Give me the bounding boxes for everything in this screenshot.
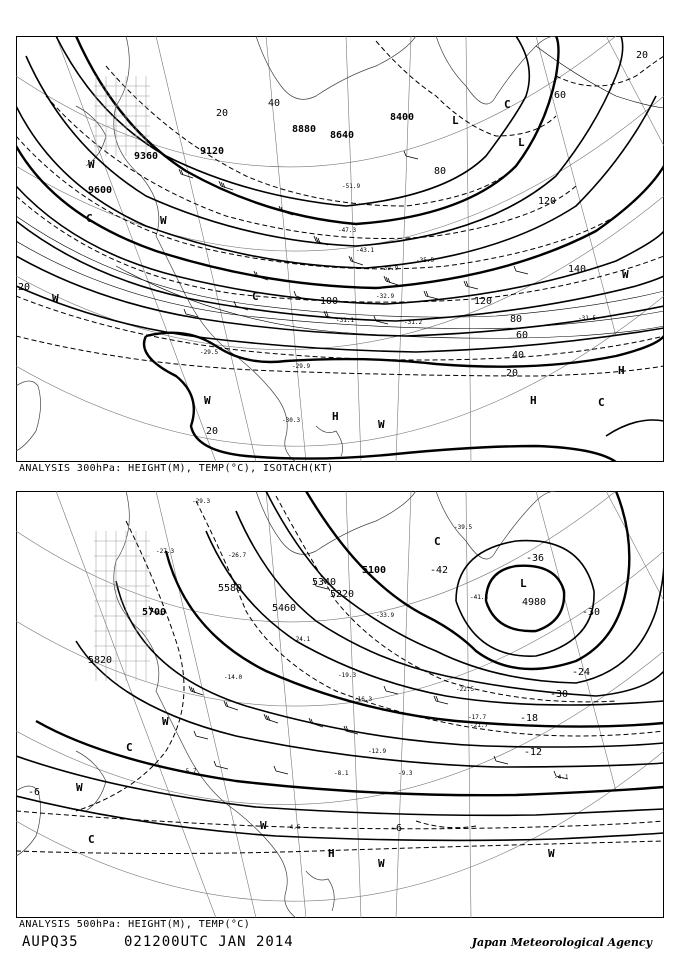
- temp-label: -6: [28, 787, 41, 798]
- center-marker: W: [260, 819, 267, 832]
- obs-label: -16.3: [354, 696, 373, 703]
- chart-500hpa: [16, 491, 664, 918]
- height-label: 5460: [272, 603, 297, 614]
- temp-label: -12: [524, 747, 543, 758]
- temp-label: -29.5: [200, 349, 219, 356]
- center-marker: C: [88, 833, 95, 846]
- height-label: 4980: [522, 597, 547, 608]
- temp-label: -36: [526, 553, 545, 564]
- height-label: 8640: [330, 130, 355, 141]
- height-label: 5700: [142, 607, 167, 618]
- obs-label: -27.3: [156, 548, 175, 555]
- temp-label: -32.9: [376, 293, 395, 300]
- obs-label: -8.1: [334, 770, 349, 777]
- temp-label: -30: [582, 607, 601, 618]
- isotach-label: 20: [636, 50, 649, 61]
- center-marker: H: [328, 847, 335, 860]
- height-labels: [88, 112, 414, 196]
- center-marker: W: [76, 781, 83, 794]
- isotach-label: 20: [18, 282, 31, 293]
- isotach-label: 60: [516, 330, 529, 341]
- isotachs: [16, 46, 664, 338]
- center-marker: W: [52, 292, 59, 305]
- height-label: 5340: [312, 577, 337, 588]
- obs-label: -22.5: [456, 686, 475, 693]
- obs-label: -12.9: [368, 748, 387, 755]
- obs-label: -39.5: [454, 524, 473, 531]
- center-marker: L: [452, 114, 459, 127]
- obs-label: -19.3: [338, 672, 357, 679]
- isotach-label: 80: [434, 166, 447, 177]
- center-marker: C: [86, 212, 93, 225]
- temp-label: -39.9: [380, 265, 399, 272]
- temp-label: -47.3: [338, 227, 357, 234]
- isotach-label: 60: [554, 90, 567, 101]
- height-label: 5580: [218, 583, 243, 594]
- center-marker: C: [598, 396, 605, 409]
- obs-label: -4.5: [286, 824, 301, 831]
- height-label: 5820: [88, 655, 113, 666]
- isotach-label: 40: [512, 350, 525, 361]
- isotach-label: 20: [206, 426, 219, 437]
- chart-footer: [22, 934, 652, 956]
- center-marker: W: [622, 268, 629, 281]
- temp-label: -31.1: [336, 317, 355, 324]
- obs-label: -26.7: [228, 552, 247, 559]
- center-marker: C: [434, 535, 441, 548]
- obs-label: -14.0: [224, 674, 243, 681]
- obs-label: -24.1: [292, 636, 311, 643]
- obs-label: -9.3: [398, 770, 413, 777]
- isotach-label: 100: [320, 296, 339, 307]
- isotach-label: 20: [506, 368, 519, 379]
- temp-label: -42: [430, 565, 449, 576]
- center-marker: W: [162, 715, 169, 728]
- obs-label: -17.7: [468, 714, 487, 721]
- temp-label: -31.5: [578, 315, 597, 322]
- obs-label: -41.5: [470, 594, 489, 601]
- height-contours: [16, 491, 664, 840]
- obs-label: -4.1: [554, 774, 569, 781]
- map-300hpa: [16, 36, 664, 462]
- isotach-label: 140: [568, 264, 587, 275]
- isotach-label: 80: [510, 314, 523, 325]
- temp-label: -18: [520, 713, 539, 724]
- center-marker: C: [252, 290, 259, 303]
- isotach-label: 120: [538, 196, 557, 207]
- center-marker: W: [160, 214, 167, 227]
- center-marker: H: [332, 410, 339, 423]
- center-marker: W: [548, 847, 555, 860]
- isotach-label: 20: [216, 108, 229, 119]
- product-code: AUPQ35: [22, 934, 79, 950]
- caption-300hpa: ANALYSIS 300hPa: HEIGHT(M), TEMP(°C), ISOTACH(KT): [19, 463, 334, 474]
- temp-label: -30.3: [282, 417, 301, 424]
- center-marker: W: [204, 394, 211, 407]
- obs-label: -29.3: [192, 498, 211, 505]
- isotach-label: 40: [268, 98, 281, 109]
- center-marker: W: [378, 857, 385, 870]
- temp-label: -51.9: [342, 183, 361, 190]
- height-label: 5220: [330, 589, 355, 600]
- valid-time: 021200UTC JAN 2014: [124, 934, 294, 950]
- obs-label: -21.7: [470, 722, 489, 729]
- center-marker: W: [88, 158, 95, 171]
- temp-label: -29.9: [292, 363, 311, 370]
- isotach-labels: [18, 50, 648, 437]
- map-500hpa: [16, 491, 664, 918]
- height-label: 9120: [200, 146, 225, 157]
- temp-label: -31.2: [404, 319, 423, 326]
- center-marker: C: [504, 98, 511, 111]
- center-marker: L: [518, 136, 525, 149]
- obs-label: -5.7: [182, 768, 197, 775]
- center-marker: C: [126, 741, 133, 754]
- center-marker: W: [378, 418, 385, 431]
- temp-label: -43.1: [356, 247, 375, 254]
- temp-label: -24: [572, 667, 591, 678]
- temperature-labels: [28, 553, 600, 834]
- caption-500hpa: ANALYSIS 500hPa: HEIGHT(M), TEMP(°C): [19, 919, 251, 930]
- height-label: 8400: [390, 112, 415, 123]
- temp-label: -6: [390, 823, 403, 834]
- isotach-label: 120: [474, 296, 493, 307]
- height-label: 5100: [362, 565, 387, 576]
- hatched-region: [94, 76, 150, 156]
- observation-labels: [156, 498, 569, 831]
- height-label: 8880: [292, 124, 317, 135]
- center-marker: H: [530, 394, 537, 407]
- obs-label: -33.9: [376, 612, 395, 619]
- center-marker: H: [618, 364, 625, 377]
- temp-label: -30: [550, 689, 569, 700]
- height-label: 9360: [134, 151, 159, 162]
- temp-label: -35.5: [416, 257, 435, 264]
- center-marker: L: [520, 577, 527, 590]
- wind-barbs: [149, 581, 568, 779]
- agency-name: Japan Meteorological Agency: [471, 936, 652, 949]
- height-label: 9600: [88, 185, 113, 196]
- chart-300hpa: [16, 36, 664, 462]
